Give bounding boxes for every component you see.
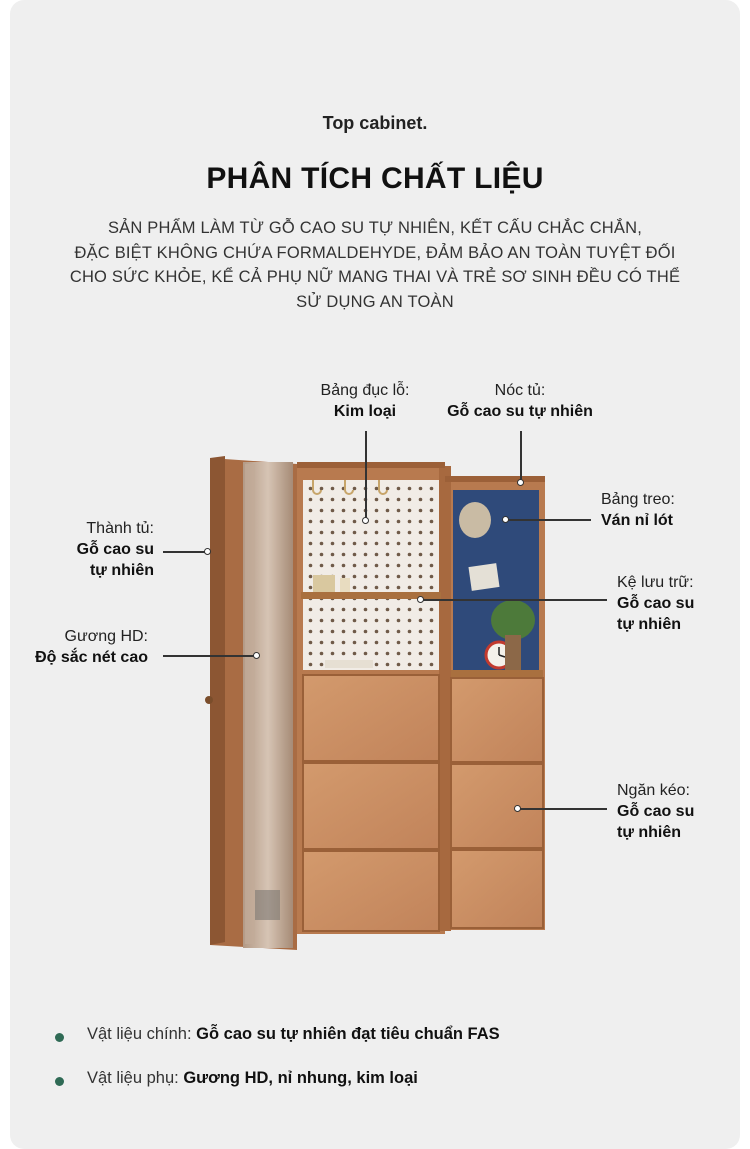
callout-label: Nóc tủ: [494, 382, 546, 399]
callout-value: Độ sắc nét cao [35, 649, 148, 666]
callout-value: Gỗ cao su [617, 803, 695, 820]
leader-dot [204, 548, 211, 555]
callout-top [430, 380, 610, 422]
description-line: ĐẶC BIỆT KHÔNG CHỨA FORMALDEHYDE, ĐẢM BẢO AN TOÀN TUYỆT ĐỐI [74, 243, 676, 262]
description-line: CHO SỨC KHỎE, KỂ CẢ PHỤ NỮ MANG THAI VÀ TRẺ SƠ SINH ĐỀU CÓ THỂ [69, 268, 681, 286]
material-label: Vật liệu phụ: [87, 1069, 179, 1087]
material-value: Gỗ cao su tự nhiên đạt tiêu chuẩn FAS [196, 1025, 500, 1043]
bullet-dot-icon [55, 1077, 64, 1086]
leader-line [163, 655, 255, 657]
callout-label: Thành tủ: [86, 520, 154, 537]
material-value: Gương HD, nỉ nhung, kim loại [183, 1069, 418, 1087]
leader-dot [514, 805, 521, 812]
page-title: PHÂN TÍCH CHẤT LIỆU [206, 162, 544, 195]
drawer [303, 675, 439, 761]
material-label: Vật liệu chính: [87, 1025, 192, 1043]
leader-dot [517, 479, 524, 486]
product-description [45, 216, 705, 314]
callout-side-panel [30, 518, 154, 581]
callout-value: tự nhiên [617, 616, 682, 633]
drawer [451, 850, 543, 928]
drawer [451, 678, 543, 762]
callout-value: Gỗ cao su [617, 595, 695, 612]
leader-line [520, 431, 522, 481]
drawer [303, 763, 439, 849]
leader-dot [362, 517, 369, 524]
description-line: SẢN PHẨM LÀM TỪ GỖ CAO SU TỰ NHIÊN, KẾT CẤU CHẮC CHẮN, [107, 219, 643, 237]
callout-value: Gỗ cao su [76, 541, 154, 558]
bullet-dot-icon [55, 1033, 64, 1042]
callout-value: tự nhiên [617, 824, 682, 841]
mirror-cabinet [205, 456, 297, 950]
callout-shelf [617, 572, 737, 635]
drawer [303, 851, 439, 931]
leader-line [365, 431, 367, 519]
callout-drawer [617, 780, 737, 843]
leader-dot [417, 596, 424, 603]
description-line: SỬ DỤNG AN TOÀN [296, 292, 454, 311]
callout-value: Ván nỉ lót [601, 512, 673, 529]
callout-label: Gương HD: [64, 628, 148, 645]
callout-label: Ngăn kéo: [617, 782, 690, 799]
cabinet-illustration [195, 450, 555, 960]
callout-pegboard [295, 380, 435, 422]
leader-line [163, 551, 205, 553]
leader-line [423, 599, 607, 601]
callout-value: Gỗ cao su tự nhiên [447, 403, 593, 420]
callout-label: Bảng treo: [601, 491, 675, 508]
drawer [451, 764, 543, 848]
callout-label: Bảng đục lỗ: [320, 382, 410, 399]
callout-value: tự nhiên [89, 562, 154, 579]
main-cabinet [297, 462, 545, 934]
leader-line [508, 519, 591, 521]
leader-dot [502, 516, 509, 523]
callout-hanging-board [601, 489, 731, 531]
leader-line [520, 808, 607, 810]
callout-mirror [20, 626, 148, 668]
leader-dot [253, 652, 260, 659]
brand-name: Top cabinet. [322, 113, 428, 133]
callout-label: Kệ lưu trữ: [617, 574, 694, 591]
callout-value: Kim loại [333, 403, 397, 420]
